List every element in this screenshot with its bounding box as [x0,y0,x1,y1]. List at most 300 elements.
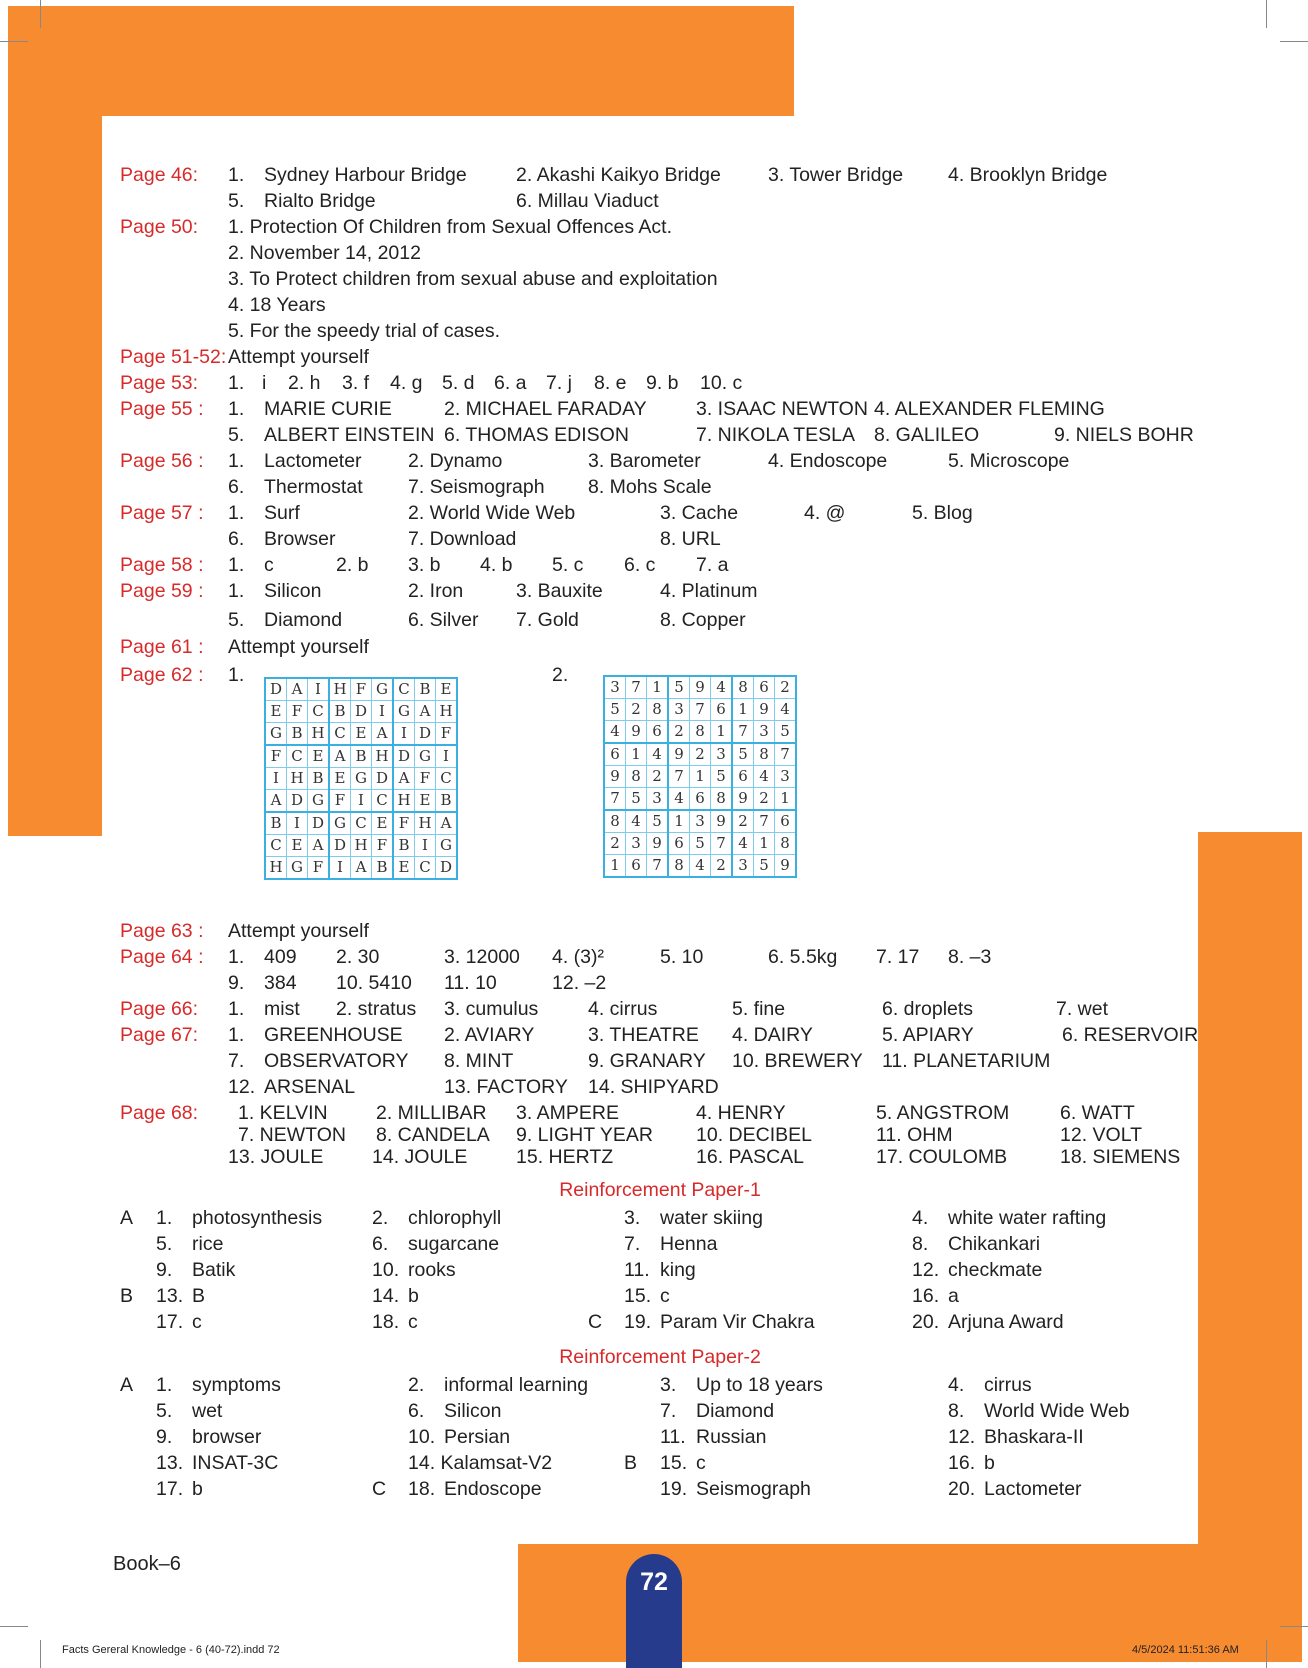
answer-cell: Rialto Bridge [264,190,376,212]
grid-cell: F [436,723,458,746]
grid-cell: 7 [604,788,626,811]
grid-cell: H [308,723,330,746]
answer-cell: 7. [660,1400,677,1422]
answer-cell: 1. [156,1207,173,1229]
answer-cell: 4. @ [804,502,846,524]
grid-cell: 5 [775,721,797,744]
answer-row [120,1022,1200,1048]
answer-cell: 9. [228,972,245,994]
answer-cell: 12. VOLT [1060,1124,1143,1146]
answer-cell: 15. HERTZ [516,1146,614,1168]
answer-row [120,634,1200,660]
answer-cell: 6. [228,528,245,550]
answer-cell: 3. Bauxite [516,580,603,602]
answer-cell: wet [192,1400,223,1422]
orange-band-right [1198,832,1302,1544]
answer-row [120,344,1200,370]
answer-cell: 6. droplets [882,998,974,1020]
answer-cell: 12. [948,1426,976,1448]
grid-cell: D [415,723,436,746]
answer-cell: A [120,1207,134,1229]
answer-cell: cirrus [984,1374,1032,1396]
answer-cell: 2. [372,1207,389,1229]
answer-cell: 4. b [480,554,513,576]
grid-row [265,678,457,701]
answer-cell: 5. fine [732,998,786,1020]
grid-cell: 7 [626,676,647,699]
answer-cell: 9. NIELS BOHR [1054,424,1194,446]
grid-cell: 3 [775,766,797,788]
grid-cell: 2 [690,743,711,766]
grid-cell: 6 [754,676,775,699]
answer-row [120,1283,1200,1309]
grid-cell: 8 [647,699,669,721]
grid-cell: H [372,745,394,768]
answer-cell: 2. [552,664,569,686]
answer-cell: 2. MILLIBAR [376,1102,487,1124]
grid-cell: G [329,812,351,835]
grid-cell: 9 [690,676,711,699]
page-label: Page 68: [120,1102,199,1124]
grid-cell: 8 [690,721,711,744]
answer-cell: 18. [372,1311,400,1333]
answer-row [120,996,1200,1022]
answer-cell: 7. wet [1056,998,1109,1020]
answer-cell: c [660,1285,670,1307]
grid-cell: 1 [626,743,647,766]
answer-cell: photosynthesis [192,1207,323,1229]
page-label: Page 51-52: [120,346,227,368]
grid-cell: 7 [690,699,711,721]
answer-row [120,240,1200,266]
answer-cell: chlorophyll [408,1207,502,1229]
answer-cell: i [262,372,267,394]
grid-cell: 8 [626,766,647,788]
grid-cell: I [308,678,330,701]
grid-cell: F [415,768,436,790]
answer-row [120,474,1200,500]
grid-cell: I [287,812,308,835]
answer-cell: c [192,1311,202,1333]
page-label: Page 57 : [120,502,204,524]
answer-cell: 7. NIKOLA TESLA [696,424,855,446]
page-number: 72 [626,1554,682,1668]
page-label: Page 53: [120,372,199,394]
answer-row [120,1205,1200,1231]
answer-cell: browser [192,1426,262,1448]
grid-cell: G [415,745,436,768]
grid-cell: 6 [647,721,669,744]
answer-cell: 17. [156,1478,184,1500]
answer-cell: king [660,1259,696,1281]
grid-cell: 7 [668,766,690,788]
grid-cell: 3 [626,833,647,855]
answer-cell: 2. [408,1374,425,1396]
answer-cell: 1. [156,1374,173,1396]
answer-cell: 10. [372,1259,400,1281]
grid-cell: F [308,857,330,880]
page-label: Page 66: [120,998,199,1020]
crop-mark [0,1626,28,1627]
answer-cell: 6. RESERVOIR [1062,1024,1199,1046]
answer-cell: 14. [372,1285,400,1307]
answer-cell: a [948,1285,959,1307]
answer-cell: Lactometer [984,1478,1082,1500]
answer-cell: Russian [696,1426,767,1448]
answer-cell: 5. d [442,372,475,394]
page-62-number-sudoku [603,675,797,878]
answer-cell: 3. AMPERE [516,1102,619,1124]
answer-cell: 7. 17 [876,946,920,968]
grid-row [265,835,457,857]
grid-cell: D [436,857,458,880]
grid-cell: E [308,745,330,768]
crop-mark [0,41,28,42]
grid-cell: 3 [711,743,733,766]
grid-cell: 3 [604,676,626,699]
answer-row [120,552,1200,578]
answer-cell: MARIE CURIE [264,398,392,420]
grid-cell: I [351,790,372,813]
grid-cell: I [329,857,351,880]
grid-cell: C [287,745,308,768]
answer-row [120,396,1200,422]
grid-cell: 3 [668,699,690,721]
grid-cell: B [436,790,458,813]
answer-cell: 14. Kalamsat-V2 [408,1452,553,1474]
grid-cell: I [393,723,415,746]
answer-cell: 2. 30 [336,946,380,968]
answer-row [120,607,1200,633]
grid-cell: 5 [690,833,711,855]
answer-cell: 4. cirrus [588,998,658,1020]
grid-cell: B [329,701,351,723]
answer-cell: 5. For the speedy trial of cases. [228,320,501,342]
crop-mark [40,0,41,28]
grid-cell: F [265,745,287,768]
answer-cell: 5. APIARY [882,1024,974,1046]
answer-cell: 3. Tower Bridge [768,164,904,186]
grid-cell: 5 [647,810,669,833]
answer-cell: 5. 10 [660,946,704,968]
answer-cell: 6. [408,1400,425,1422]
grid-row [265,768,457,790]
answer-row [120,1476,1200,1502]
answer-cell: 5. ANGSTROM [876,1102,1010,1124]
page-label: Page 59 : [120,580,204,602]
grid-cell: B [393,835,415,857]
answer-cell: 20. [912,1311,940,1333]
answer-row [120,1231,1200,1257]
grid-cell: F [329,790,351,813]
footer-file-info: Facts Gereral Knowledge - 6 (40-72).indd 72 [62,1644,280,1656]
grid-cell: A [329,745,351,768]
answer-cell: 3. Cache [660,502,739,524]
answer-cell: 8. CANDELA [376,1124,490,1146]
answer-row [120,1048,1200,1074]
grid-cell: 4 [626,810,647,833]
grid-cell: 1 [668,810,690,833]
grid-cell: 9 [732,788,754,811]
crop-mark [1266,0,1267,28]
grid-cell: D [372,768,394,790]
answer-cell: mist [264,998,300,1020]
answer-cell: 4. ALEXANDER FLEMING [874,398,1105,420]
answer-row [120,1424,1200,1450]
answer-cell: 6. Millau Viaduct [516,190,659,212]
orange-band-left [8,6,102,836]
answer-cell: 7. Download [408,528,517,550]
grid-cell: 8 [775,833,797,855]
answer-cell: 2. Akashi Kaikyo Bridge [516,164,721,186]
answer-cell: 7. j [546,372,573,394]
answer-cell: 2. b [336,554,369,576]
answer-cell: 5. [156,1233,173,1255]
answer-cell: 10. [408,1426,436,1448]
answer-cell: 13. FACTORY [444,1076,568,1098]
grid-cell: I [372,701,394,723]
grid-row [604,766,796,788]
crop-mark [1266,1640,1267,1668]
answer-cell: 8. Copper [660,609,746,631]
answer-cell: Silicon [264,580,322,602]
answer-cell: 10. 5410 [336,972,412,994]
answer-cell: 11. PLANETARIUM [882,1050,1051,1072]
answer-row [120,526,1200,552]
answer-cell: 6. Silver [408,609,479,631]
answer-cell: C [372,1478,387,1500]
grid-cell: I [436,745,458,768]
answer-cell: 3. THEATRE [588,1024,699,1046]
grid-cell: G [287,857,308,880]
grid-cell: C [436,768,458,790]
grid-cell: 6 [604,743,626,766]
answer-cell: c [264,554,274,576]
answer-cell: 14. JOULE [372,1146,468,1168]
grid-cell: A [287,678,308,701]
answer-row [120,578,1200,604]
answer-cell: 11. [624,1259,650,1281]
answer-cell: 20. [948,1478,976,1500]
answer-cell: 5. [228,609,245,631]
grid-cell: I [265,768,287,790]
grid-cell: H [436,701,458,723]
grid-cell: E [329,768,351,790]
answer-cell: 17. COULOMB [876,1146,1008,1168]
answer-cell: 14. SHIPYARD [588,1076,719,1098]
grid-cell: D [329,835,351,857]
grid-cell: 5 [711,766,733,788]
grid-cell: 4 [647,743,669,766]
answer-cell: 1. [228,554,245,576]
grid-cell: D [351,701,372,723]
answer-row [120,292,1200,318]
grid-cell: C [393,678,415,701]
answer-cell: 6. [228,476,245,498]
answer-cell: 7. [624,1233,641,1255]
answer-row [120,1450,1200,1476]
answer-cell: Sydney Harbour Bridge [264,164,467,186]
grid-cell: 9 [754,699,775,721]
answer-cell: 1. [228,372,245,394]
answer-cell: 8. URL [660,528,721,550]
grid-cell: B [372,857,394,880]
answer-cell: symptoms [192,1374,281,1396]
grid-cell: 7 [754,810,775,833]
grid-row [265,812,457,835]
answer-cell: 13. JOULE [228,1146,324,1168]
grid-cell: 8 [604,810,626,833]
answer-cell: 3. cumulus [444,998,539,1020]
grid-cell: 8 [711,788,733,811]
crop-mark [1280,1626,1308,1627]
answer-cell: rice [192,1233,224,1255]
grid-cell: 1 [690,766,711,788]
answer-cell: B [192,1285,206,1307]
answer-row [120,422,1200,448]
answer-cell: Diamond [264,609,343,631]
answer-cell: 9. [156,1259,173,1281]
grid-cell: 4 [668,788,690,811]
answer-cell: 10. BREWERY [732,1050,863,1072]
answer-cell: 16. [948,1452,976,1474]
answer-cell: 4. [912,1207,929,1229]
answer-cell: b [192,1478,203,1500]
answer-row [120,970,1200,996]
answer-cell: 6. THOMAS EDISON [444,424,629,446]
answer-cell: 19. [624,1311,652,1333]
grid-cell: 9 [647,833,669,855]
answer-cell: 17. [156,1311,184,1333]
answer-cell: checkmate [948,1259,1043,1281]
answer-cell: 6. c [624,554,656,576]
answer-cell: 2. November 14, 2012 [228,242,421,264]
answer-cell: Attempt yourself [228,346,369,368]
answer-row [120,1398,1200,1424]
answer-cell: 10. DECIBEL [696,1124,812,1146]
answer-cell: Diamond [696,1400,775,1422]
answer-cell: 19. [660,1478,688,1500]
grid-cell: B [415,678,436,701]
answer-cell: b [984,1452,995,1474]
grid-cell: E [351,723,372,746]
answer-cell: 8. e [594,372,627,394]
grid-cell: 2 [732,810,754,833]
answer-cell: B [120,1285,134,1307]
answer-cell: 1. [228,580,245,602]
answer-cell: 4. Endoscope [768,450,888,472]
answer-cell: 12. –2 [552,972,607,994]
grid-cell: A [436,812,458,835]
grid-cell: 8 [754,743,775,766]
grid-cell: 9 [775,855,797,878]
grid-row [604,810,796,833]
answer-cell: Lactometer [264,450,362,472]
grid-cell: 4 [711,676,733,699]
grid-cell: H [393,790,415,813]
answer-cell: 6. WATT [1060,1102,1135,1124]
grid-cell: A [372,723,394,746]
answer-cell: 8. Mohs Scale [588,476,712,498]
answer-cell: 18. SIEMENS [1060,1146,1181,1168]
crop-mark [1280,41,1308,42]
answer-cell: rooks [408,1259,456,1281]
footer-timestamp: 4/5/2024 11:51:36 AM [1132,1644,1239,1656]
grid-cell: 9 [626,721,647,744]
grid-cell: A [415,701,436,723]
answer-cell: Persian [444,1426,511,1448]
answer-cell: 3. ISAAC NEWTON [696,398,868,420]
answer-cell: water skiing [660,1207,763,1229]
crop-mark [40,1640,41,1668]
grid-cell: B [287,723,308,746]
answer-cell: 6. 5.5kg [768,946,838,968]
answer-cell: INSAT-3C [192,1452,279,1474]
grid-cell: C [351,812,372,835]
answer-cell: 7. a [696,554,729,576]
grid-cell: 1 [775,788,797,811]
grid-row [604,855,796,878]
grid-cell: C [372,790,394,813]
answer-cell: 5. Blog [912,502,973,524]
answer-cell: informal learning [444,1374,589,1396]
grid-cell: 3 [754,721,775,744]
grid-cell: 6 [711,699,733,721]
grid-cell: E [436,678,458,701]
grid-cell: 1 [732,699,754,721]
grid-cell: A [308,835,330,857]
answer-cell: 1. [228,502,245,524]
grid-cell: 4 [732,833,754,855]
grid-cell: C [265,835,287,857]
answer-cell: 4. 18 Years [228,294,326,316]
grid-cell: E [415,790,436,813]
answer-cell: 11. [660,1426,686,1448]
answer-cell: 3. Barometer [588,450,701,472]
grid-cell: 2 [754,788,775,811]
grid-cell: 5 [668,676,690,699]
orange-band-top [8,6,794,116]
page-label: Page 58 : [120,554,204,576]
answer-cell: 8. –3 [948,946,992,968]
answer-cell: 9. GRANARY [588,1050,706,1072]
answer-cell: ALBERT EINSTEIN [264,424,435,446]
answer-cell: 5. [228,190,245,212]
grid-cell: A [393,768,415,790]
grid-cell: H [329,678,351,701]
answer-cell: 3. b [408,554,441,576]
answer-row [120,188,1200,214]
answer-cell: 8. [912,1233,929,1255]
answer-cell: 13. [156,1285,184,1307]
grid-cell: A [351,857,372,880]
page-label: Page 62 : [120,664,204,686]
grid-cell: 2 [775,676,797,699]
answer-cell: 9. LIGHT YEAR [516,1124,653,1146]
page-label: Page 63 : [120,920,204,942]
answer-cell: B [624,1452,638,1474]
answer-cell: Attempt yourself [228,920,369,942]
grid-cell: 1 [754,833,775,855]
grid-cell: 5 [626,788,647,811]
answer-cell: 7. [228,1050,245,1072]
grid-cell: 2 [626,699,647,721]
answer-cell: 7. NEWTON [238,1124,346,1146]
grid-cell: G [308,790,330,813]
grid-cell: 2 [604,833,626,855]
answer-cell: Silicon [444,1400,502,1422]
grid-cell: 5 [732,743,754,766]
